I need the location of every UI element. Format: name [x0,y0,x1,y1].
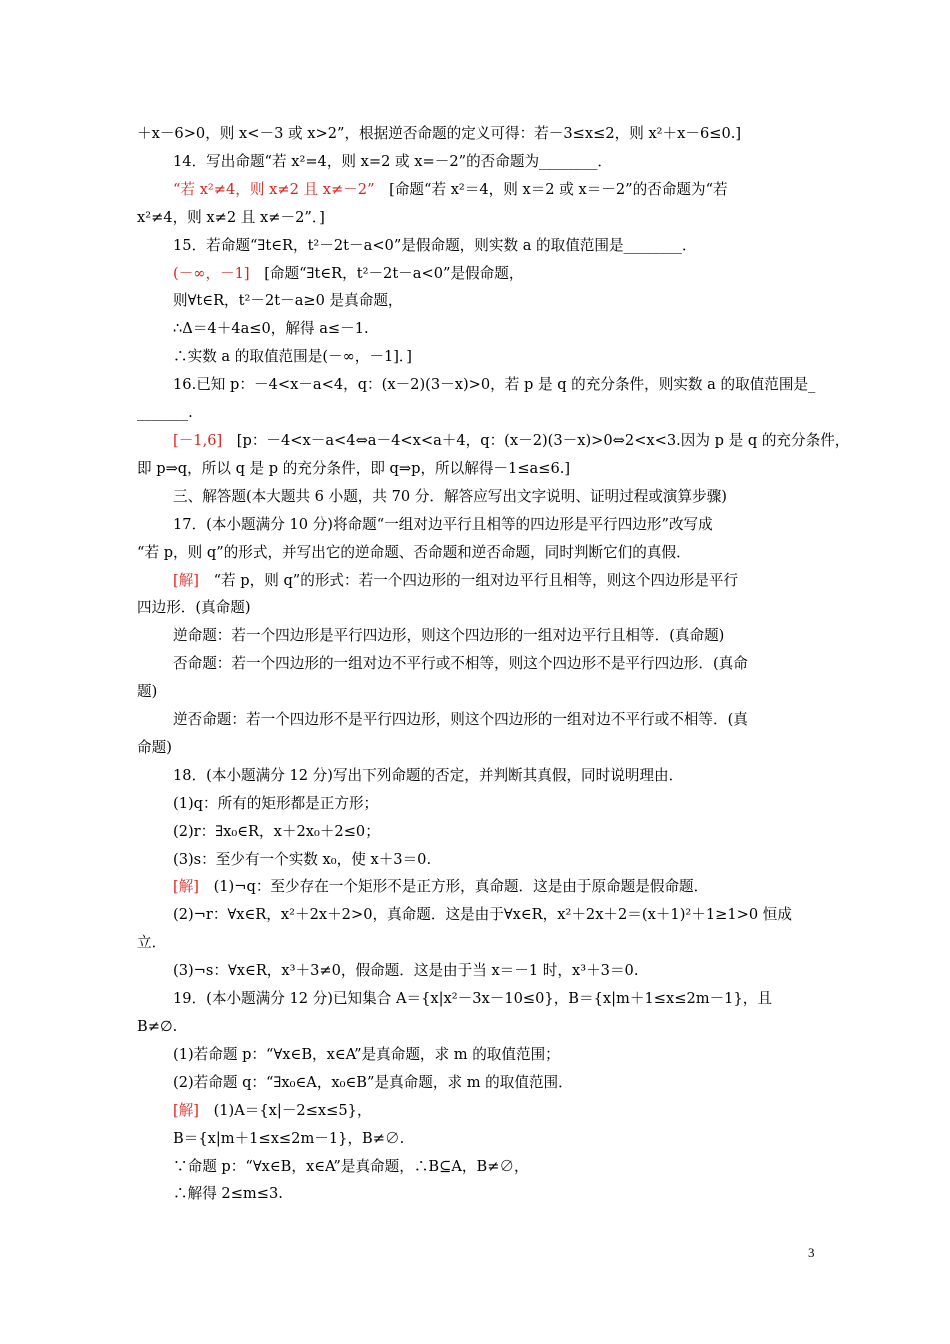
line-text: x²≠4，则 x≠2 且 x≠－2”．] [137,208,325,226]
line-text: _______. [137,404,193,422]
text-line [137,1153,815,1181]
line-text: (2)若命题 q：“∃x₀∈A，x₀∈B”是真命题，求 m 的取值范围． [173,1073,573,1091]
line-text: “若 p，则 q”的形式：若一个四边形的一组对边平行且相等，则这个四边形是平行 [198,571,739,589]
text-line [137,232,815,260]
text-line [137,985,815,1013]
answer-highlight: [解] [173,878,199,896]
text-line [137,148,815,176]
line-text: 即 p⇒q，所以 q 是 p 的充分条件，即 q⇒p，所以解得－1≤a≤6.] [137,459,571,477]
text-line [137,204,815,232]
text-line [137,1180,815,1208]
text-line [137,1097,815,1125]
text-line [137,790,815,818]
line-text: 逆命题：若一个四边形是平行四边形，则这个四边形的一组对边平行且相等．(真命题) [173,627,725,645]
text-line [137,873,815,901]
text-line [137,427,850,455]
line-text: 18．(本小题满分 12 分)写出下列命题的否定，并判断其真假，同时说明理由． [173,766,684,784]
answer-highlight: [解] [173,571,199,589]
line-text: (2)¬r：∀x∈R，x²＋2x＋2>0，真命题．这是由于∀x∈R，x²＋2x＋2＝(x＋1)²＋1≥1>0 恒成 [173,906,792,924]
document-body [137,120,850,1208]
text-line [137,706,815,734]
line-text: 立． [137,934,167,952]
answer-highlight: [－1,6] [173,431,223,449]
text-line [137,455,815,483]
line-text: 19．(本小题满分 12 分)已知集合 A＝{x|x²－3x－10≤0}，B＝{x|m＋1≤x≤2m－1}，且 [173,990,772,1008]
line-text: (1)若命题 p：“∀x∈B，x∈A”是真命题，求 m 的取值范围； [173,1045,560,1063]
text-line [137,287,815,315]
line-text: (1)¬q：至少存在一个矩形不是正方形，真命题．这是由于原命题是假命题． [198,878,709,896]
line-text: 则∀t∈R，t²－2t－a≥0 是真命题， [173,292,403,310]
line-text: (3)s：至少有一个实数 x₀，使 x＋3＝0. [173,850,432,868]
line-text: 四边形．(真命题) [137,599,251,617]
text-line [137,120,815,148]
line-text: [p：－4<x－a<4⇔a－4<x<a＋4，q：(x－2)(3－x)>0⇔2<x<3.因为 p 是 q 的充分条件， [222,431,850,449]
text-line [137,511,815,539]
line-text: 题) [137,683,158,701]
text-line [137,594,815,622]
text-line [137,762,815,790]
line-text: ＋x－6>0，则 x<－3 或 x>2”，根据逆否命题的定义可得：若－3≤x≤2，则 x²＋x－6≤0.] [137,125,742,142]
text-line [137,622,815,650]
text-line [137,1125,815,1153]
line-text: 否命题：若一个四边形的一组对边不平行或不相等，则这个四边形不是平行四边形．(真命 [173,655,748,673]
text-line [137,343,815,371]
text-line [137,260,815,288]
answer-highlight: [解] [173,1101,199,1119]
line-text: ∴解得 2≤m≤3. [173,1185,283,1203]
text-line [137,901,815,929]
line-text: 三、解答题(本大题共 6 小题，共 70 分．解答应写出文字说明、证明过程或演算步骤) [173,487,727,505]
answer-highlight: “若 x²≠4，则 x≠2 且 x≠－2” [173,180,375,198]
text-line [137,818,815,846]
text-line [137,1041,815,1069]
line-text: ∴实数 a 的取值范围是(－∞，－1]．] [173,348,412,366]
line-text: (3)¬s：∀x∈R，x³＋3≠0，假命题．这是由于当 x＝－1 时，x³＋3＝0. [173,962,639,980]
line-text: 15．若命题“∃t∈R，t²－2t－a<0”是假命题，则实数 a 的取值范围是________． [173,236,697,254]
text-line [137,371,815,399]
text-line [137,483,815,511]
line-text: 14．写出命题“若 x²=4，则 x=2 或 x=－2”的否命题为________． [173,152,613,170]
line-text: [命题“∃t∈R，t²－2t－a<0”是假命题， [249,264,524,282]
line-text: B＝{x|m＋1≤x≤2m－1}，B≠∅. [173,1129,405,1147]
line-text: 16.已知 p：－4<x－a<4，q：(x－2)(3－x)>0，若 p 是 q 的充分条件，则实数 a 的取值范围是_ [173,376,816,394]
text-line [137,650,815,678]
text-line [137,929,815,957]
line-text: 逆否命题：若一个四边形不是平行四边形，则这个四边形的一组对边不平行或不相等．(真 [173,711,748,729]
text-line [137,846,815,874]
answer-highlight: (－∞，－1] [173,264,250,282]
line-text: (1)q：所有的矩形都是正方形； [173,794,379,812]
line-text: “若 p，则 q”的形式，并写出它的逆命题、否命题和逆否命题，同时判断它们的真假． [137,543,691,561]
text-line [137,1069,815,1097]
text-line [137,678,815,706]
line-text: [命题“若 x²＝4，则 x＝2 或 x＝－2”的否命题为“若 [374,180,728,198]
page-number: 3 [808,1245,815,1260]
line-text: 命题) [137,738,172,756]
text-line [137,734,815,762]
text-line [137,1013,815,1041]
line-text: ∴Δ＝4＋4a≤0，解得 a≤－1. [173,320,369,338]
line-text: (1)A＝{x|－2≤x≤5}， [198,1101,372,1119]
text-line [137,176,815,204]
text-line [137,399,815,427]
text-line [137,957,815,985]
line-text: (2)r：∃x₀∈R，x＋2x₀＋2≤0； [173,822,380,840]
line-text: ∵命题 p：“∀x∈B，x∈A”是真命题，∴B⊆A，B≠∅， [173,1157,529,1175]
line-text: 17．(本小题满分 10 分)将命题“一组对边平行且相等的四边形是平行四边形”改写成 [173,515,713,533]
text-line [137,539,815,567]
text-line [137,567,815,595]
line-text: B≠∅. [137,1018,178,1035]
text-line [137,315,815,343]
